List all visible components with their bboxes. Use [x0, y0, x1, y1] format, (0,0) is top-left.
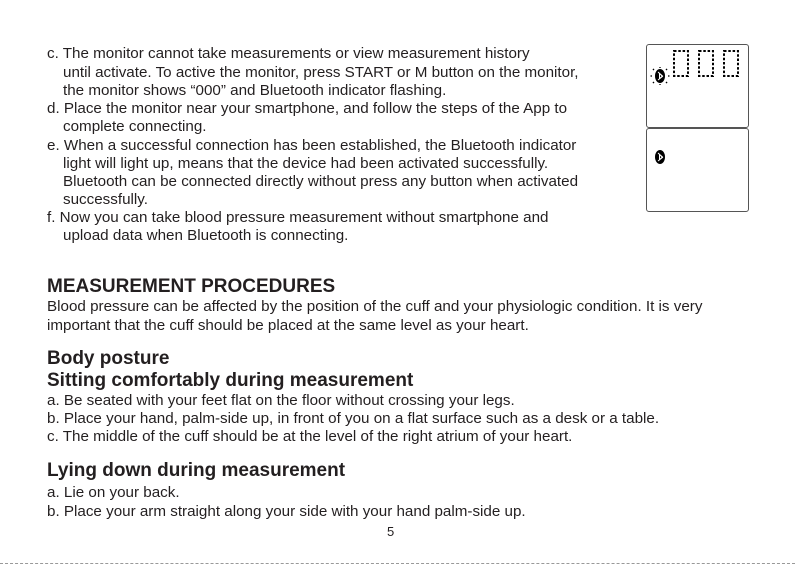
body-posture-title: Body posture — [47, 348, 170, 369]
lcd-display-flashing — [646, 44, 749, 128]
item-e-line-2: light will light up, means that the device had been activated successfully. — [63, 155, 549, 172]
measurement-body-line-1: Blood pressure can be affected by the position of the cuff and your physiologic condition. It is very — [47, 298, 703, 315]
item-f-line-2: upload data when Bluetooth is connecting. — [63, 227, 349, 244]
item-f-line-1: f. Now you can take blood pressure measurement without smartphone and — [47, 209, 549, 226]
measurement-title: MEASUREMENT PROCEDURES — [47, 276, 336, 297]
item-d-line-1: d. Place the monitor near your smartphone, and follow the steps of the App to — [47, 100, 568, 117]
item-e-line-1: e. When a successful connection has been established, the Bluetooth indicator — [47, 137, 577, 154]
measurement-body-line-2: important that the cuff should be placed at the same level as your heart. — [47, 317, 529, 334]
lcd-readout — [647, 45, 748, 127]
lying-item-a: a. Lie on your back. — [47, 484, 180, 501]
item-c-line-1: c. The monitor cannot take measurements or view measurement history — [47, 45, 530, 62]
item-c-line-2: until activate. To active the monitor, press START or M button on the monitor, — [63, 64, 579, 81]
item-e-line-4: successfully. — [63, 191, 148, 208]
item-d-line-2: complete connecting. — [63, 118, 207, 135]
item-c-line-3: the monitor shows “000” and Bluetooth indicator flashing. — [63, 82, 447, 99]
item-e-line-3: Bluetooth can be connected directly without press any button when activated — [63, 173, 579, 190]
digits-000 — [674, 51, 738, 76]
bluetooth-flashing-icon — [649, 67, 671, 85]
sitting-item-a: a. Be seated with your feet flat on the floor without crossing your legs. — [47, 392, 515, 409]
sitting-item-c: c. The middle of the cuff should be at the level of the right atrium of your heart. — [47, 428, 573, 445]
page-bottom-rule — [0, 563, 795, 564]
page-number: 5 — [387, 524, 395, 539]
lcd-display-connected — [646, 128, 749, 212]
lying-item-b: b. Place your arm straight along your side with your hand palm-side up. — [47, 503, 526, 520]
sitting-item-b: b. Place your hand, palm-side up, in front of you on a flat surface such as a desk or a table. — [47, 410, 660, 427]
sitting-title: Sitting comfortably during measurement — [47, 370, 414, 391]
lying-title: Lying down during measurement — [47, 460, 346, 481]
bluetooth-steady-icon — [647, 129, 748, 211]
